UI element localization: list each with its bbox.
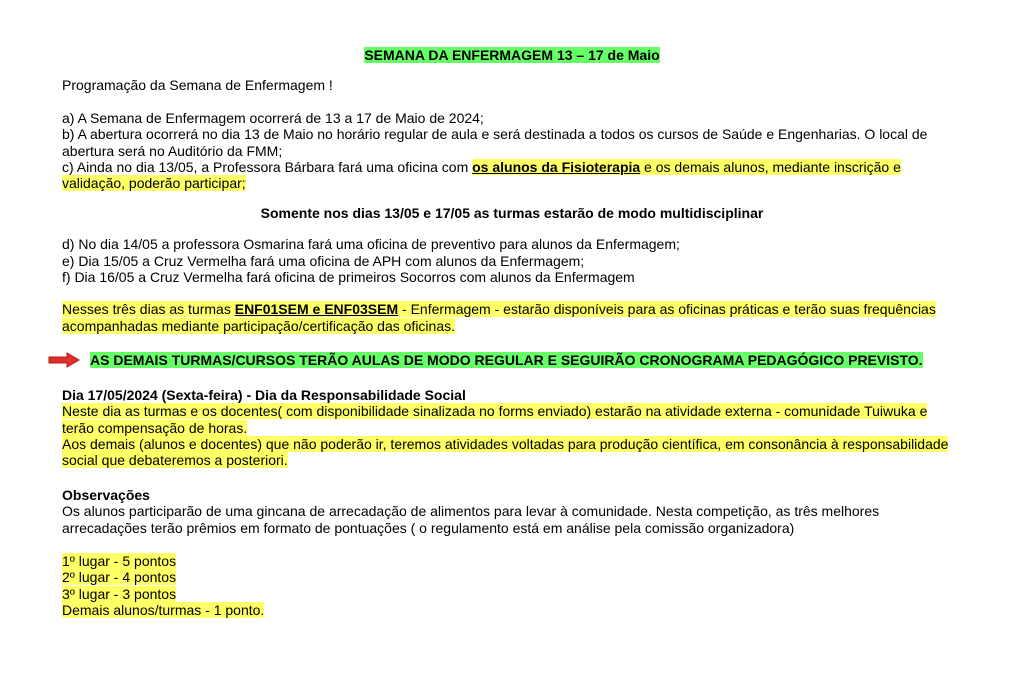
demais-turmas-notice: AS DEMAIS TURMAS/CURSOS TERÃO AULAS DE MODO REGULAR E SEGUIRÃO CRONOGRAMA PEDAGÓGICO PREVISTO.	[62, 352, 962, 368]
document-title: SEMANA DA ENFERMAGEM 13 – 17 de Maio	[364, 47, 660, 63]
premio-item: 1º lugar - 5 pontos	[62, 552, 177, 569]
tres-dias-notice-cont: acompanhadas mediante participação/certificação das oficinas.	[62, 317, 456, 334]
premio-item: 2º lugar - 4 pontos	[62, 569, 177, 586]
premio-item: Demais alunos/turmas - 1 ponto.	[62, 602, 265, 619]
premio-item: 3º lugar - 3 pontos	[62, 585, 177, 602]
dia17-heading: Dia 17/05/2024 (Sexta-feira) - Dia da Responsabilidade Social	[62, 386, 466, 403]
item-a: a) A Semana de Enfermagem ocorrerá de 13 a 17 de Maio de 2024;	[62, 109, 484, 126]
dia17-line: Neste dia as turmas e os docentes( com disponibilidade sinalizada no forms enviado) estarão na atividade externa - comunidade Tuiwuka e	[62, 403, 928, 420]
dia17-line: Aos demais (alunos e docentes) que não poderão ir, teremos atividades voltadas para produção científica, em consonância à responsabilidade	[62, 435, 949, 452]
document-page	[62, 47, 962, 619]
observacoes-line: Os alunos participarão de uma gincana de arrecadação de alimentos para levar à comunidade. Nesta competição, as três melhores	[62, 503, 880, 520]
observacoes-line: arrecadações terão prêmios em formato de pontuações ( o regulamento está em análise pela comissão organizadora)	[62, 519, 795, 536]
dia17-line: social que debateremos a posteriori.	[62, 452, 288, 469]
right-arrow-icon	[48, 352, 80, 368]
item-c-cont: validação, poderão participar;	[62, 175, 246, 192]
item-f: f) Dia 16/05 a Cruz Vermelha fará oficina de primeiros Socorros com alunos da Enfermagem	[62, 269, 635, 286]
intro-text: Programação da Semana de Enfermagem !	[62, 77, 333, 94]
fisioterapia-highlight: os alunos da Fisioterapia	[472, 159, 641, 176]
tres-dias-notice: Nesses três dias as turmas ENF01SEM e ENF03SEM - Enfermagem - estarão disponíveis para as oficinas práticas e terão suas frequências	[62, 301, 936, 318]
item-c: c) Ainda no dia 13/05, a Professora Bárbara fará uma oficina com os alunos da Fisioterapia e os demais alunos, mediante inscrição e	[62, 159, 901, 176]
item-b: b) A abertura ocorrerá no dia 13 de Maio no horário regular de aula e será destinada a todos os cursos de Saúde e Engenharias. O local de	[62, 126, 928, 143]
item-e: e) Dia 15/05 a Cruz Vermelha fará uma oficina de APH com alunos da Enfermagem;	[62, 252, 585, 269]
item-d: d) No dia 14/05 a professora Osmarina fará uma oficina de preventivo para alunos da Enfermagem;	[62, 236, 680, 253]
dia17-line: terão compensação de horas.	[62, 419, 248, 436]
item-b-cont: abertura será no Auditório da FMM;	[62, 142, 283, 159]
multidisciplinar-notice: Somente nos dias 13/05 e 17/05 as turmas estarão de modo multidisciplinar	[260, 204, 764, 221]
observacoes-heading: Observações	[62, 486, 150, 503]
